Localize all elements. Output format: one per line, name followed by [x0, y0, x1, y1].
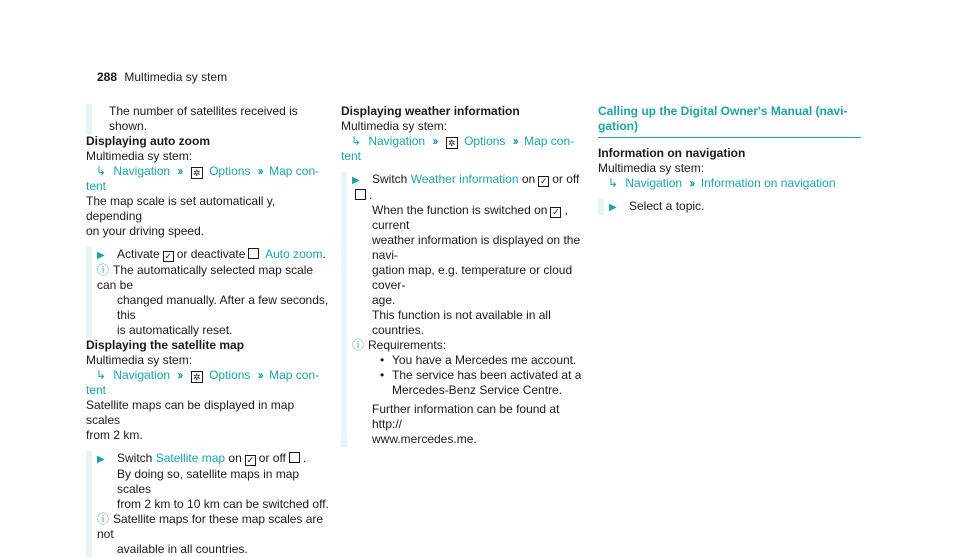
page-header — [97, 70, 227, 85]
link-navigation[interactable]: Navigation — [113, 164, 171, 178]
double-chevron-icon: ›› — [689, 176, 694, 190]
link-options[interactable]: Options — [209, 368, 251, 382]
double-chevron-icon: ›› — [257, 368, 262, 382]
bullet-icon: • — [380, 353, 385, 367]
system-label: Multimedia sy stem: — [86, 353, 193, 367]
bullet-icon: • — [380, 368, 385, 382]
double-chevron-icon: ›› — [432, 134, 437, 148]
heading-navigation-info: Information on navigation — [598, 146, 746, 160]
double-chevron-icon: ›› — [177, 368, 182, 382]
info-icon: ⓘ — [97, 512, 110, 526]
link-map-content[interactable]: Map con- — [524, 134, 575, 148]
link-navigation[interactable]: Navigation — [625, 176, 683, 190]
column-1: The number of satellites received is shown. Displaying auto zoom Multimedia sy stem: ↳ Navigation ›› ✲ Options ›› Map con- tent The map scale is set automaticall y, depending on your driving speed. ▶ Activate ✓ or deactivate Auto zoom. ⓘ The automatically selected map scale can be changed manually. After a few seconds, this is automatically reset. Displaying the satellite map Multimedia sy stem: ↳ Navigation ›› ✲ Options ›› Map con- tent Satellite maps can be displayed in map scales from 2 km. ▶ Switch Satellite map on ✓ or off . By doing so, satellite maps in map scales from 2 km to 10 km can be switched off. ⓘ Satellite maps for these map scales are not available in all countries. — [86, 104, 331, 557]
link-options[interactable]: Options — [209, 164, 251, 178]
link-auto-zoom[interactable]: Auto zoom — [265, 247, 323, 261]
link-map-content-cont[interactable]: tent — [86, 383, 107, 397]
page-number: 288 — [97, 70, 118, 84]
checkbox-checked-icon: ✓ — [246, 455, 255, 465]
step-satellite-map: ▶ Switch Satellite map on ✓ or off . By doing so, satellite maps in map scales from 2 km to 10 km can be switched off. ⓘ Satellite maps for these map scales are not available in all countries. — [86, 451, 331, 557]
path-arrow-icon: ↳ — [96, 164, 107, 178]
double-chevron-icon: ›› — [257, 164, 262, 178]
link-navigation[interactable]: Navigation — [113, 368, 171, 382]
page-header-title: Multimedia sy stem — [124, 70, 228, 84]
step-auto-zoom: ▶ Activate ✓ or deactivate Auto zoom. ⓘ The automatically selected map scale can be changed manually. After a few seconds, this is automatically reset. — [86, 247, 331, 338]
link-weather-information[interactable]: Weather information — [410, 172, 519, 186]
step-triangle-icon: ▶ — [97, 454, 105, 465]
link-options[interactable]: Options — [464, 134, 506, 148]
path-arrow-icon: ↳ — [96, 368, 107, 382]
step-weather: ▶ Switch Weather information on ✓ or off. When the function is switched on ✓ , current weather information is displayed on the navi- gation map, e.g. temperature or cloud cover- age. This function is not available in all countries. ⓘ Requirements: • You have a Mercedes me account. • The service has been activated at a Mercedes-Benz Service Centre. Further information can be found at http:// www.mercedes.me. — [341, 172, 586, 447]
checkbox-checked-icon: ✓ — [164, 251, 172, 261]
checkbox-empty-icon — [248, 248, 259, 259]
shade-bar — [598, 199, 604, 215]
menu-path — [598, 176, 843, 191]
shade-bar — [86, 451, 92, 557]
section-heading: Calling up the Digital Owner's Manual (navi- gation) — [598, 104, 861, 138]
intro-block — [86, 104, 331, 134]
checkbox-empty-icon — [355, 189, 366, 200]
double-chevron-icon: ›› — [512, 134, 517, 148]
path-arrow-icon: ↳ — [351, 134, 362, 148]
double-chevron-icon: ›› — [177, 164, 182, 178]
system-label: Multimedia sy stem: — [341, 119, 448, 133]
menu-path — [341, 134, 586, 149]
link-map-content-cont[interactable]: tent — [341, 149, 362, 163]
menu-path — [86, 164, 331, 179]
link-satellite-map[interactable]: Satellite map — [155, 451, 226, 465]
shade-bar — [341, 172, 347, 447]
link-navigation[interactable]: Navigation — [368, 134, 426, 148]
heading-auto-zoom: Displaying auto zoom — [86, 134, 211, 148]
heading-satellite-map: Displaying the satellite map — [86, 338, 245, 352]
link-map-content[interactable]: Map con- — [269, 164, 320, 178]
step-triangle-icon: ▶ — [97, 250, 105, 261]
checkbox-checked-icon: ✓ — [552, 207, 560, 217]
column-3 — [598, 104, 848, 215]
checkbox-checked-icon: ✓ — [539, 176, 548, 186]
gear-icon: ✲ — [191, 371, 203, 383]
info-icon: ⓘ — [352, 338, 365, 352]
auto-scale-text-2: on your driving speed. — [86, 224, 205, 238]
path-arrow-icon: ↳ — [608, 176, 619, 190]
shade-bar — [86, 247, 92, 338]
system-label: Multimedia sy stem: — [598, 161, 705, 175]
step-select-topic: ▶ Select a topic. — [598, 199, 843, 215]
system-label: Multimedia sy stem: — [86, 149, 193, 163]
link-information-on-navigation[interactable]: Information on navigation — [700, 176, 836, 190]
step-triangle-icon: ▶ — [352, 175, 360, 186]
checkbox-empty-icon — [289, 452, 300, 463]
info-icon: ⓘ — [97, 263, 110, 277]
shade-bar — [86, 104, 92, 134]
gear-icon: ✲ — [446, 137, 458, 149]
link-map-content-cont[interactable]: tent — [86, 179, 107, 193]
heading-weather: Displaying weather information — [341, 104, 520, 118]
gear-icon: ✲ — [191, 167, 203, 179]
link-map-content[interactable]: Map con- — [269, 368, 320, 382]
column-2 — [341, 104, 586, 447]
intro-text: The number of satellites received is shown. — [109, 104, 298, 133]
menu-path — [86, 368, 331, 383]
step-triangle-icon: ▶ — [609, 202, 617, 213]
auto-scale-text: The map scale is set automaticall y, depending — [86, 194, 276, 223]
